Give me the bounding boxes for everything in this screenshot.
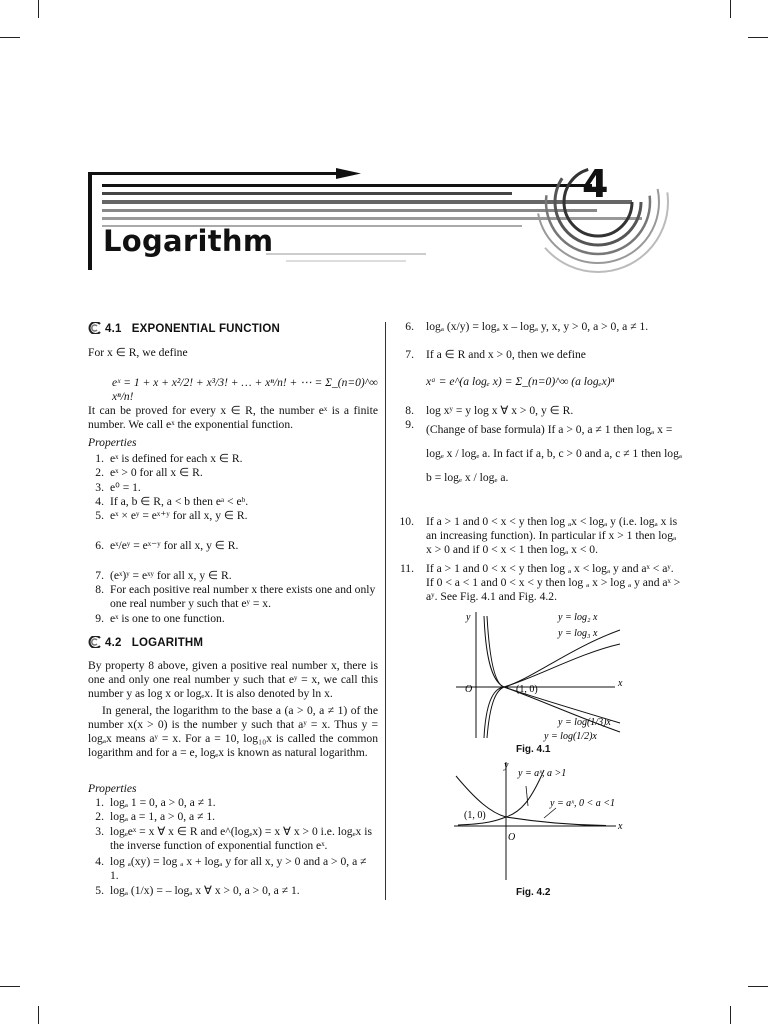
curve-log1-3 <box>484 616 620 723</box>
curve-label: y = log(1/3)x <box>558 717 611 728</box>
column-divider <box>385 322 386 900</box>
curve-label: y = aˣ, a >1 <box>518 768 567 779</box>
crop-mark <box>730 0 731 18</box>
figure-4-1 <box>440 608 640 743</box>
exponential-series: eˣ = 1 + x + x²/2! + x³/3! + … + xⁿ/n! + ⋯ = Σ_(n=0)^∞ xⁿ/n! <box>112 377 378 403</box>
crop-mark <box>38 1006 39 1024</box>
list-item: 6. logₐ (x/y) = logₐ x – logₐ y, x, y > 0, a > 0, a ≠ 1. <box>405 320 649 333</box>
proof-paragraph: It can be proved for every x ∈ R, the number eˣ is a finite number. We call eˣ the exponential function. <box>88 404 378 431</box>
list-item: 8. For each positive real number x there exists one and only one real number y such that eʸ = x. <box>95 583 376 611</box>
section-title: EXPONENTIAL FUNCTION <box>131 323 280 335</box>
section-number: 4.2 <box>105 637 122 649</box>
list-item: 9. (Change of base formula) If a > 0, a ≠ 1 then logₐ x = logₑ x / logₑ a. In fact if a, b, c > 0 and a, c ≠ 1 then logₐ b = logₑ x / logₑ a. <box>405 418 683 484</box>
section-4-2-heading <box>88 636 203 649</box>
section-number: 4.1 <box>105 323 122 335</box>
curve-label: y = log(1/2)x <box>544 731 597 742</box>
crop-mark <box>730 1006 731 1024</box>
list-item: 11. If a > 1 and 0 < x < y then log ₐ x < logₐ y and aˣ < aʸ. If 0 < a < 1 and 0 < x < y then log ₐ x > log ₐ y and aˣ > aʸ. See Fig. 4.1 and Fig. 4.2. <box>399 562 681 604</box>
origin-label: O <box>508 832 516 843</box>
logarithm-paragraph-1: By property 8 above, given a positive real number x, there is one and only one real number y such that eʸ = x, we call this number y as log x or logₑx. It is also denoted by ln x. <box>88 659 378 700</box>
curve-label: y = log₃ x <box>558 628 598 639</box>
origin-label: O <box>465 684 473 695</box>
section-swirl-icon <box>88 322 102 334</box>
chapter-number: 4 <box>582 162 609 206</box>
section-4-1-heading <box>88 322 280 335</box>
crop-mark <box>0 37 20 38</box>
x-axis-label: x <box>618 678 623 689</box>
figure-caption: Fig. 4.2 <box>516 887 551 898</box>
point-label: (1, 0) <box>516 684 538 695</box>
figure-caption: Fig. 4.1 <box>516 744 551 755</box>
y-axis-label: y <box>504 760 509 771</box>
properties-label: Properties <box>88 436 137 449</box>
crop-mark <box>0 986 20 987</box>
section-swirl-icon <box>88 636 102 648</box>
curve-label: y = aˣ, 0 < a <1 <box>550 798 616 809</box>
section-title: LOGARITHM <box>131 637 204 649</box>
list-item: 10. If a > 1 and 0 < x < y then log ₐx < logₐ y (i.e. logₐ x is an increasing function). In particular if x > 1 then logₐ x > 0 and if 0 < x < 1 then logₐ x < 0. <box>399 515 678 557</box>
properties-label: Properties <box>88 782 137 795</box>
power-series: xᵃ = e^(a logₑ x) = Σ_(n=0)^∞ (a logₑx)ⁿ <box>426 375 615 388</box>
curve-log1-2 <box>487 616 620 732</box>
define-line: For x ∈ R, we define <box>88 346 188 359</box>
curve-label: y = log₂ x <box>558 612 598 623</box>
crop-mark <box>748 986 768 987</box>
x-axis-label: x <box>618 821 623 832</box>
crop-mark <box>38 0 39 18</box>
point-label: (1, 0) <box>464 810 486 821</box>
figure-4-2 <box>446 758 646 883</box>
y-axis-label: y <box>466 612 471 623</box>
logarithm-paragraph-2: In general, the logarithm to the base a (a > 0, a ≠ 1) of the number x(x > 0) is the number y such that aʸ = x. Thus y = logₐx means aʸ = x. For a = 10, log₁₀x is called the common logarithm and for a = e, logₑx is known as natural logarithm. <box>88 704 378 759</box>
chapter-title: Logarithm <box>103 224 274 258</box>
crop-mark <box>748 37 768 38</box>
